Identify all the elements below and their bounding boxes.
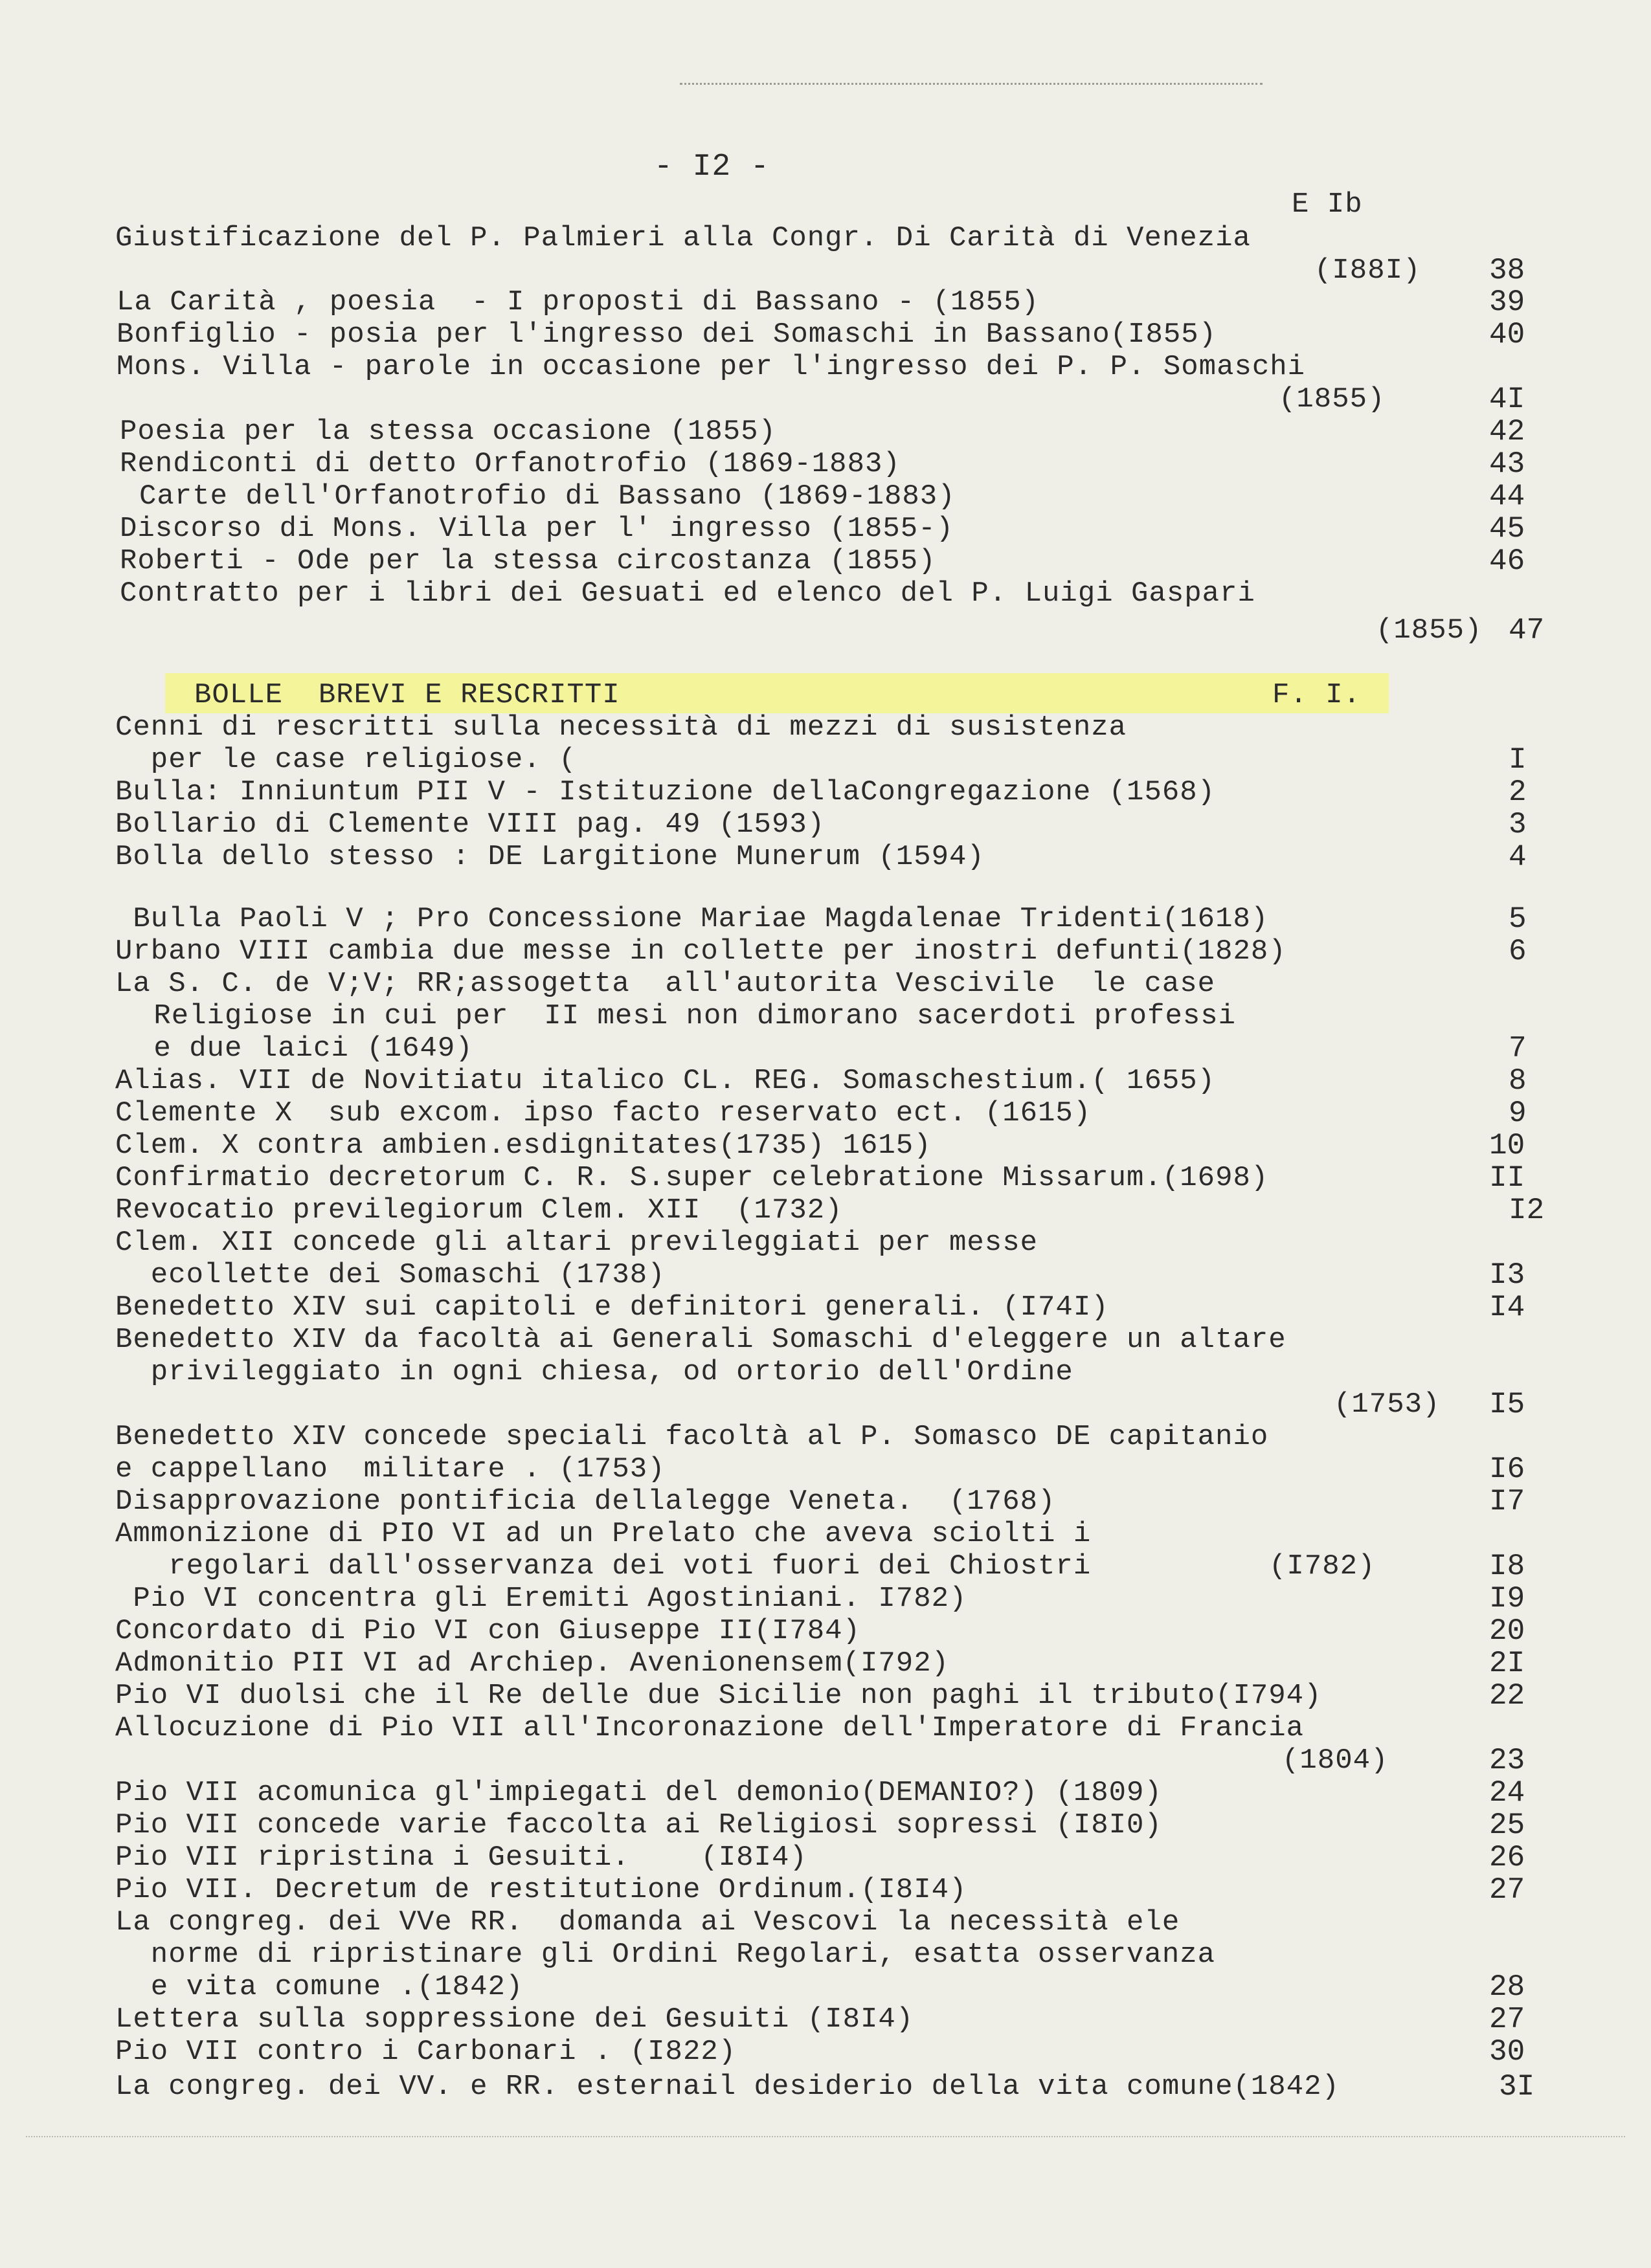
entry-text: Ammonizione di PIO VI ad un Prelato che aveva sciolti i [115, 1518, 1092, 1550]
entry-number: 43 [1489, 447, 1525, 481]
entry-text: Pio VII contro i Carbonari . (I822) [115, 2036, 737, 2068]
entry-number: 4 [1509, 840, 1527, 874]
entry-text: Lettera sulla soppressione dei Gesuiti (I8I4) [115, 2003, 914, 2036]
bottom-dotted-rule [26, 2136, 1625, 2137]
entry-text: ecollette dei Somaschi (1738) [115, 1259, 666, 1291]
entry-number: I [1509, 743, 1527, 777]
entry-number: 46 [1489, 544, 1525, 578]
entry-text: Bonfiglio - posia per l'ingresso dei Somaschi in Bassano(I855) [117, 318, 1217, 351]
entry-number: 30 [1489, 2035, 1525, 2069]
entry-text: Pio VII acomunica gl'impiegati del demonio(DEMANIO?) (1809) [115, 1777, 1162, 1809]
entry-text: e vita comune .(1842) [115, 1971, 524, 2003]
entry-number: 27 [1489, 1873, 1525, 1907]
section-code: F. I. [1272, 679, 1362, 711]
entry-number: 44 [1489, 480, 1525, 513]
entry-number: 28 [1489, 1970, 1525, 2004]
entry-number: 45 [1489, 512, 1525, 546]
entry-number: I7 [1489, 1485, 1525, 1518]
entry-number: 2 [1509, 775, 1527, 809]
entry-text: Clem. X contra ambien.esdignitates(1735) 1615) [115, 1129, 932, 1162]
entry-text: Bolla dello stesso : DE Largitione Munerum (1594) [115, 841, 985, 873]
entry-text: Clemente X sub excom. ipso facto reservato ect. (1615) [115, 1097, 1092, 1129]
entry-number: I6 [1489, 1452, 1525, 1486]
entry-text: e due laici (1649) [136, 1032, 473, 1065]
entry-number: I4 [1489, 1291, 1525, 1324]
page-number: - I2 - [654, 150, 770, 184]
entry-text: Concordato di Pio VI con Giuseppe II(I784) [115, 1615, 860, 1647]
entry-text: privileggiato in ogni chiesa, od ortorio dell'Ordine [115, 1356, 1073, 1388]
entry-number: II [1489, 1161, 1525, 1195]
entry-number: 25 [1489, 1808, 1525, 1842]
entry-number: 47 [1509, 614, 1545, 647]
entry-text: Pio VI duolsi che il Re delle due Sicilie non paghi il tributo(I794) [115, 1680, 1322, 1712]
entry-number: 6 [1509, 935, 1527, 968]
entry-text: e cappellano militare . (1753) [115, 1453, 666, 1485]
entry-text: Carte dell'Orfanotrofio di Bassano (1869-1883) [139, 480, 956, 513]
entry-text: La Carità , poesia - I proposti di Bassano - (1855) [117, 286, 1040, 318]
entry-text: Confirmatio decretorum C. R. S.super celebratione Missarum.(1698) [115, 1162, 1269, 1194]
entry-text: Giustificazione del P. Palmieri alla Congr. Di Carità di Venezia [115, 222, 1251, 254]
entry-text: Pio VII. Decretum de restitutione Ordinum.(I8I4) [115, 1874, 967, 1906]
entry-number: 23 [1489, 1744, 1525, 1777]
entry-text: Bollario di Clemente VIII pag. 49 (1593) [115, 808, 826, 841]
entry-text: regolari dall'osservanza dei voti fuori dei Chiostri [115, 1550, 1092, 1583]
entry-number: 39 [1489, 285, 1525, 319]
entry-text: Disapprovazione pontificia dellalegge Veneta. (1768) [115, 1485, 1056, 1518]
entry-number: 4I [1489, 383, 1525, 416]
entry-text: Bulla Paoli V ; Pro Concessione Mariae Magdalenae Tridenti(1618) [115, 903, 1269, 935]
entry-number: 9 [1509, 1096, 1527, 1130]
entry-text: Alias. VII de Novitiatu italico CL. REG. Somaschestium.( 1655) [115, 1065, 1216, 1097]
entry-text: Cenni di rescritti sulla necessità di mezzi di susistenza [115, 711, 1127, 744]
entry-text: Clem. XII concede gli altari previleggiati per messe [115, 1227, 1039, 1259]
entry-number: 10 [1489, 1129, 1525, 1162]
entry-number: 3I [1499, 2070, 1535, 2104]
entry-text: Mons. Villa - parole in occasione per l'ingresso dei P. P. Somaschi [117, 351, 1306, 383]
entry-number: 7 [1509, 1032, 1527, 1065]
entry-year: (I782) [1269, 1550, 1376, 1583]
entry-number: 5 [1509, 902, 1527, 936]
entry-text: Bulla: Inniuntum PII V - Istituzione dellaCongregazione (1568) [115, 776, 1216, 808]
entry-number: 27 [1489, 2003, 1525, 2036]
entry-number: 26 [1489, 1841, 1525, 1874]
entry-number: 22 [1489, 1679, 1525, 1713]
entry-number: I8 [1489, 1550, 1525, 1583]
entry-number: I3 [1489, 1258, 1525, 1292]
entry-number: 8 [1509, 1064, 1527, 1098]
entry-text: La congreg. dei VV. e RR. esternail desiderio della vita comune(1842) [115, 2071, 1340, 2103]
entry-text: Benedetto XIV concede speciali facoltà al P. Somasco DE capitanio [115, 1421, 1269, 1453]
entry-number: 38 [1489, 254, 1525, 287]
entry-number: I9 [1489, 1582, 1525, 1616]
entry-text: La congreg. dei VVe RR. domanda ai Vescovi la necessità ele [115, 1906, 1180, 1939]
entry-number: 2I [1489, 1647, 1525, 1680]
entry-text: Benedetto XIV da facoltà ai Generali Somaschi d'eleggere un altare [115, 1324, 1286, 1356]
entry-text: Religiose in cui per II mesi non dimorano sacerdoti professi [136, 1000, 1237, 1032]
entry-number: 42 [1489, 415, 1525, 449]
entry-text: La S. C. de V;V; RR;assogetta all'autorita Vescivile le case [115, 968, 1216, 1000]
entry-text: Revocatio previlegiorum Clem. XII (1732) [115, 1194, 843, 1227]
corner-label: E Ib [1292, 188, 1363, 221]
entry-text: Allocuzione di Pio VII all'Incoronazione dell'Imperatore di Francia [115, 1712, 1305, 1744]
entry-text: Admonitio PII VI ad Archiep. Avenionensem(I792) [115, 1647, 950, 1680]
entry-text: Benedetto XIV sui capitoli e definitori generali. (I74I) [115, 1291, 1109, 1324]
entry-year: (1753) [1334, 1388, 1441, 1421]
entry-text: Contratto per i libri dei Gesuati ed elenco del P. Luigi Gaspari [120, 577, 1255, 610]
entry-text: norme di ripristinare gli Ordini Regolari, esatta osservanza [115, 1939, 1216, 1971]
section-title: BOLLE BREVI E RESCRITTI [194, 679, 620, 711]
entry-year: (1855) [1376, 614, 1483, 647]
entry-text: Poesia per la stessa occasione (1855) [120, 416, 776, 448]
entry-text: Pio VII concede varie faccolta ai Religiosi sopressi (I8I0) [115, 1809, 1162, 1841]
entry-number: I2 [1509, 1194, 1545, 1227]
entry-number: 24 [1489, 1776, 1525, 1810]
entry-year: (1855) [1279, 383, 1386, 416]
entry-year: (I88I) [1314, 254, 1421, 287]
entry-text: Pio VI concentra gli Eremiti Agostiniani. I782) [115, 1583, 967, 1615]
entry-year: (1804) [1282, 1744, 1389, 1777]
entry-number: 40 [1489, 318, 1525, 351]
entry-text: Rendiconti di detto Orfanotrofio (1869-1883) [120, 448, 901, 480]
entry-number: 3 [1509, 808, 1527, 841]
entry-number: 20 [1489, 1614, 1525, 1648]
entry-text: Pio VII ripristina i Gesuiti. (I8I4) [115, 1841, 807, 1874]
top-typing-marks [680, 83, 1263, 85]
entry-number: I5 [1489, 1388, 1525, 1421]
entry-text: Roberti - Ode per la stessa circostanza (1855) [120, 545, 936, 577]
entry-text: per le case religiose. ( [115, 744, 577, 776]
entry-text: Urbano VIII cambia due messe in collette per inostri defunti(1828) [115, 935, 1286, 968]
entry-text: Discorso di Mons. Villa per l' ingresso (1855-) [120, 513, 954, 545]
